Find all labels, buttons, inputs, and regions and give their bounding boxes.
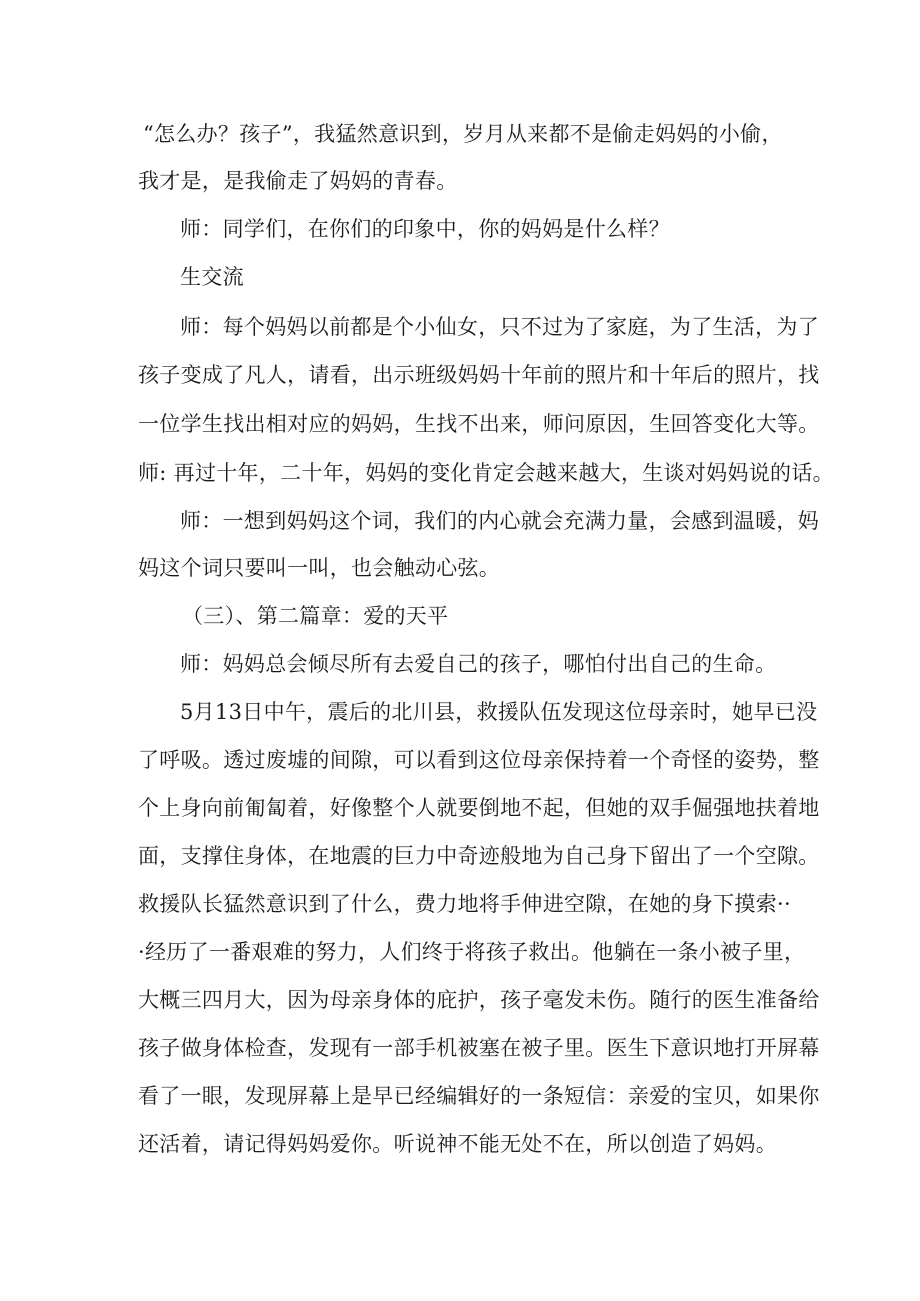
- paragraph-line: 我才是，是我偷走了妈妈的青春。: [138, 169, 458, 193]
- paragraph-line: 5月13日中午，震后的北川县，救援队伍发现这位母亲时，她早已没: [180, 700, 818, 724]
- paragraph-line: 面，支撑住身体，在地震的巨力中奇迹般地为自己身下留出了一个空隙。: [138, 844, 820, 868]
- paragraph-line: 师: 再过十年，二十年，妈妈的变化肯定会越来越大，生谈对妈妈说的话。: [138, 461, 834, 485]
- paragraph-line: 还活着，请记得妈妈爱你。听说神不能无处不在，所以创造了妈妈。: [138, 1132, 777, 1156]
- paragraph-line: 了呼吸。透过废墟的间隙，可以看到这位母亲保持着一个奇怪的姿势，整: [138, 748, 820, 772]
- paragraph-line: 妈这个词只要叫一叫，也会触动心弦。: [138, 556, 501, 580]
- paragraph-line: “怎么办？孩子”，我猛然意识到，岁月从来都不是偷走妈妈的小偷，: [143, 122, 783, 146]
- paragraph-line: 大概三四月大，因为母亲身体的庇护，孩子毫发未伤。随行的医生准备给: [138, 988, 820, 1012]
- paragraph-line: 师：同学们，在你们的印象中，你的妈妈是什么样？: [180, 217, 670, 241]
- paragraph-line: 救援队长猛然意识到了什么，费力地将手伸进空隙，在她的身下摸索··: [138, 892, 791, 916]
- paragraph-line: 看了一眼，发现屏幕上是早已经编辑好的一条短信：亲爱的宝贝，如果你: [138, 1084, 820, 1108]
- paragraph-line: ·经历了一番艰难的努力，人们终于将孩子救出。他躺在一条小被子里，: [138, 940, 806, 964]
- paragraph-line: 师：一想到妈妈这个词，我们的内心就会充满力量，会感到温暖，妈: [180, 509, 819, 533]
- paragraph-line: 生交流: [180, 265, 244, 289]
- paragraph-line: 师：每个妈妈以前都是个小仙女，只不过为了家庭，为了生活，为了: [180, 315, 819, 339]
- paragraph-line: 一位学生找出相对应的妈妈，生找不出来，师问原因，生回答变化大等。: [138, 412, 820, 436]
- paragraph-line: 个上身向前匍匐着，好像整个人就要倒地不起，但她的双手倔强地扶着地: [138, 796, 820, 820]
- section-heading: （三）、第二篇章：爱的天平: [182, 604, 449, 628]
- paragraph-line: 孩子做身体检查，发现有一部手机被塞在被子里。医生下意识地打开屏幕: [138, 1036, 820, 1060]
- paragraph-line: 孩子变成了凡人，请看，出示班级妈妈十年前的照片和十年后的照片，找: [138, 363, 820, 387]
- paragraph-line: 师：妈妈总会倾尽所有去爱自己的孩子，哪怕付出自己的生命。: [180, 652, 777, 676]
